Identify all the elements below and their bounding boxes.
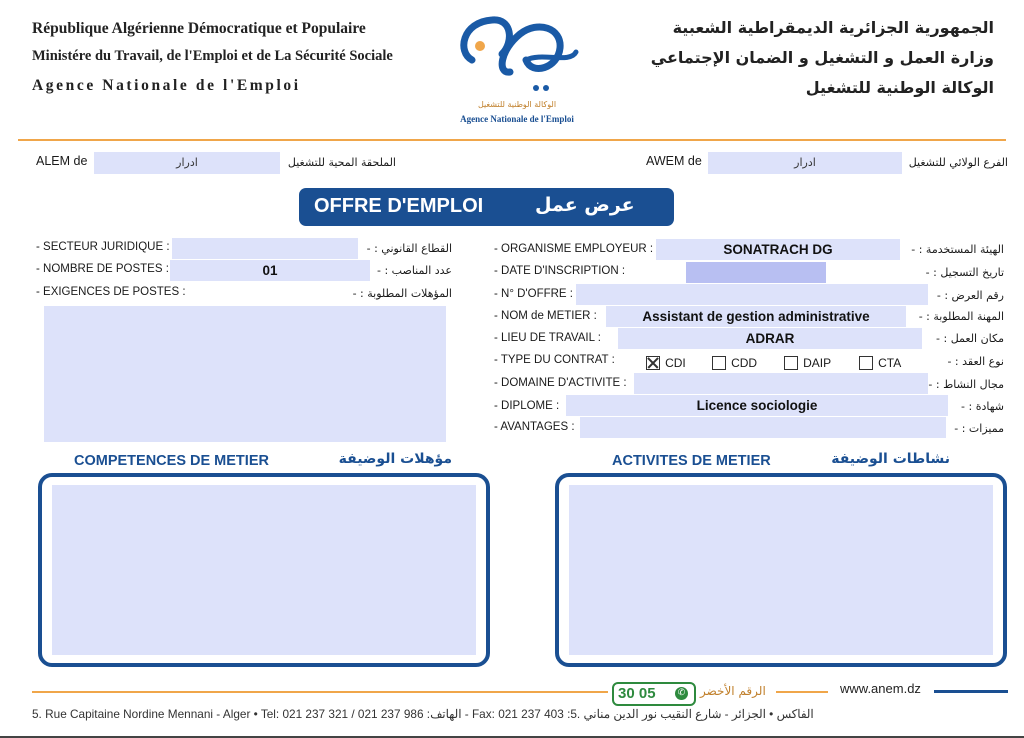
- cta-checkbox[interactable]: [859, 356, 873, 370]
- date-label: - DATE D'INSCRIPTION :: [494, 265, 626, 277]
- avantages-label: - AVANTAGES :: [494, 421, 575, 433]
- cdd-label: CDD: [731, 356, 758, 370]
- diplome-arabic-label: شهادة : -: [961, 400, 1004, 413]
- contrat-option-cdi[interactable]: [646, 352, 686, 371]
- secteur-label: - SECTEUR JURIDIQUE :: [36, 241, 170, 253]
- offre-arabic-label: رقم العرض : -: [936, 289, 1004, 302]
- organisme-arabic-label: الهيئة المستخدمة : -: [911, 243, 1004, 256]
- cdd-checkbox[interactable]: [712, 356, 726, 370]
- lieu-field[interactable]: ADRAR: [618, 328, 922, 349]
- title-banner: [299, 188, 674, 226]
- alem-label: ALEM de: [36, 154, 88, 168]
- domaine-arabic-label: مجال النشاط : -: [928, 378, 1004, 391]
- metier-label: - NOM de METIER :: [494, 310, 597, 322]
- logo-french-text: Agence Nationale de l'Emploi: [460, 114, 574, 124]
- contrat-arabic-label: نوع العقد : -: [947, 355, 1004, 368]
- green-number-badge: [612, 682, 696, 706]
- metier-field[interactable]: Assistant de gestion administrative: [606, 306, 906, 327]
- awem-arabic-label: الفرع الولائي للتشغيل: [908, 156, 1008, 169]
- cdi-label: CDI: [665, 356, 686, 370]
- avantages-field[interactable]: [580, 417, 946, 438]
- postes-label: - NOMBRE DE POSTES :: [36, 263, 169, 275]
- anem-logo-icon: [452, 12, 582, 102]
- header-divider: [18, 139, 1006, 141]
- header-ar-line2: وزارة العمل و التشغيل و الضمان الإجتماعي: [650, 48, 994, 67]
- organisme-label: - ORGANISME EMPLOYEUR :: [494, 243, 654, 255]
- green-number-label: الرقم الأخضر: [700, 684, 766, 698]
- offre-field[interactable]: [576, 284, 928, 305]
- postes-arabic-label: عدد المناصب : -: [377, 264, 452, 277]
- lieu-label: - LIEU DE TRAVAIL :: [494, 332, 601, 344]
- header-fr-line3: Agence Nationale de l'Emploi: [32, 77, 301, 94]
- avantages-arabic-label: مميزات : -: [954, 422, 1004, 435]
- secteur-field[interactable]: [172, 238, 358, 259]
- phone-icon: ✆: [675, 687, 688, 700]
- contrat-option-cdd[interactable]: [712, 352, 757, 371]
- exigences-label: - EXIGENCES DE POSTES :: [36, 286, 186, 298]
- competences-title-ar: مؤهلات الوضيفة: [338, 451, 452, 467]
- domaine-field[interactable]: [634, 373, 928, 394]
- alem-field[interactable]: ادرار: [94, 152, 280, 174]
- header-fr-line2: Ministére du Travail, de l'Emploi et de La Sécurité Sociale: [32, 48, 393, 64]
- website-link[interactable]: www.anem.dz: [840, 681, 921, 696]
- domaine-label: - DOMAINE D'ACTIVITE :: [494, 377, 627, 389]
- activites-box: [555, 473, 1007, 667]
- alem-arabic-label: الملحقة المحية للتشغيل: [287, 156, 396, 169]
- offre-label: - N° D'OFFRE :: [494, 288, 573, 300]
- daip-checkbox[interactable]: [784, 356, 798, 370]
- contrat-option-daip[interactable]: [784, 352, 831, 371]
- daip-label: DAIP: [803, 356, 832, 370]
- activites-textarea[interactable]: [569, 485, 993, 655]
- competences-title: COMPETENCES DE METIER: [74, 453, 269, 469]
- date-field[interactable]: [686, 262, 826, 283]
- diplome-label: - DIPLOME :: [494, 400, 560, 412]
- header-ar-line3: الوكالة الوطنية للتشغيل: [805, 78, 994, 97]
- awem-label: AWEM de: [646, 154, 702, 168]
- anem-logo: [452, 12, 582, 130]
- logo-arabic-text: الوكالة الوطنية للتشغيل: [477, 100, 557, 109]
- footer-divider-right: [934, 690, 1008, 693]
- cta-label: CTA: [878, 356, 902, 370]
- header-fr-line1: République Algérienne Démocratique et Populaire: [32, 20, 366, 37]
- footer-divider-mid: [776, 691, 828, 693]
- exigences-arabic-label: المؤهلات المطلوبة : -: [352, 287, 452, 300]
- secteur-arabic-label: القطاع القانوني : -: [366, 242, 452, 255]
- contrat-label: - TYPE DU CONTRAT :: [494, 354, 615, 366]
- competences-textarea[interactable]: [52, 485, 476, 655]
- awem-field[interactable]: ادرار: [708, 152, 902, 174]
- activites-title: ACTIVITES DE METIER: [612, 453, 771, 469]
- title-fr: OFFRE D'EMPLOI: [314, 195, 484, 217]
- title-ar: عرض عمل: [535, 194, 635, 216]
- footer-address: 5. Rue Capitaine Nordine Mennani - Alger • Tel: 021 237 321 / 021 237 986 :الهاتف - Fax: 021 237 403 :الفاكس • الجزائر - شارع النقيب نور الدين مناني .5: [32, 707, 814, 721]
- metier-arabic-label: المهنة المطلوبة : -: [918, 310, 1004, 323]
- cdi-checkbox[interactable]: [646, 356, 660, 370]
- contrat-option-cta[interactable]: [859, 352, 901, 371]
- green-number: 30 05: [618, 685, 656, 702]
- postes-field[interactable]: 01: [170, 260, 370, 281]
- exigences-textarea[interactable]: [44, 306, 446, 442]
- header-ar-line1: الجمهورية الجزائرية الديمقراطية الشعبية: [672, 18, 994, 37]
- lieu-arabic-label: مكان العمل : -: [936, 332, 1004, 345]
- date-arabic-label: تاريخ التسجيل : -: [925, 266, 1004, 279]
- activites-title-ar: نشاطات الوضيفة: [831, 451, 950, 467]
- organisme-field[interactable]: SONATRACH DG: [656, 239, 900, 260]
- footer-divider-left: [32, 691, 608, 693]
- diplome-field[interactable]: Licence sociologie: [566, 395, 948, 416]
- competences-box: [38, 473, 490, 667]
